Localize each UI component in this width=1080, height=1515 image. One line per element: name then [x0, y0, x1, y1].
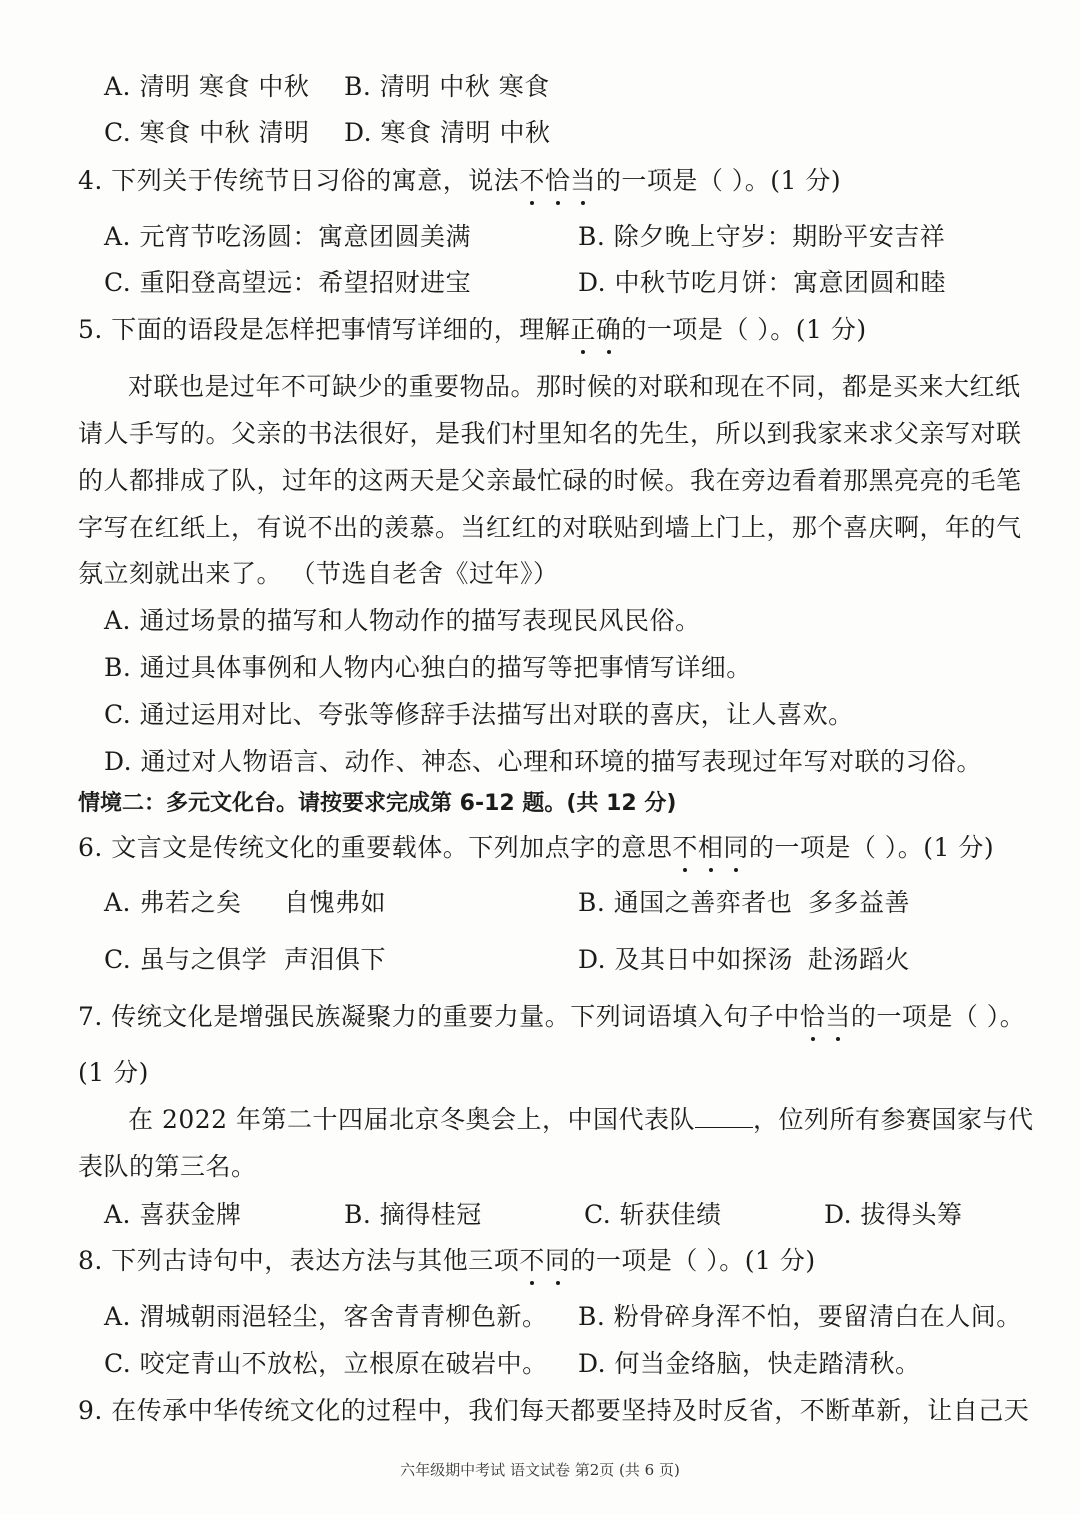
q4-option-a: A. 元宵节吃汤圆：寓意团圆美满	[104, 222, 471, 251]
q8-stem	[78, 1244, 816, 1278]
q4-option-d: D. 中秋节吃月饼：寓意团圆和睦	[578, 268, 947, 297]
dotted-char: 确	[596, 313, 622, 347]
q5-passage-line: 请人手写的。父亲的书法很好，是我们村里知名的先生，所以到我家来求父亲写对联	[78, 419, 1022, 448]
q6-stem-tail: 的一项是（ ）。(1 分)	[748, 833, 995, 862]
dotted-char: 相	[698, 831, 724, 865]
q5-passage-line: 字写在红纸上，有说不出的羡慕。当红红的对联贴到墙上门上，那个喜庆啊，年的气	[78, 513, 1022, 542]
q6-option-b-compare: 多多益善	[808, 888, 911, 917]
q6-option-d: D. 及其日中如探汤	[578, 945, 794, 974]
q5-stem-text: 5. 下面的语段是怎样把事情写详细的，理解	[78, 315, 571, 344]
q4-option-b: B. 除夕晚上守岁：期盼平安吉祥	[578, 222, 946, 251]
q6-option-b: B. 通国之善弈者也	[578, 888, 793, 917]
dotted-char: 正	[570, 313, 596, 347]
q7-sentence-tail: ，位列所有参赛国家与代	[753, 1105, 1034, 1134]
q6-option-a: A. 弗若之矣	[104, 888, 242, 917]
q7-option-c: C. 斩获佳绩	[584, 1200, 722, 1229]
dotted-char: 恰	[800, 1000, 826, 1034]
q4-stem	[78, 164, 841, 198]
q6-option-a-compare: 自愧弗如	[284, 888, 387, 917]
q7-stem	[78, 1000, 1025, 1034]
q7-option-a: A. 喜获金牌	[104, 1200, 242, 1229]
q6-stem-text: 6. 文言文是传统文化的重要载体。下列加点字的意思	[78, 833, 673, 862]
q7-sentence-text: 在 2022 年第二十四届北京冬奥会上，中国代表队	[128, 1105, 696, 1134]
q5-stem-tail: 的一项是（ ）。(1 分)	[621, 315, 867, 344]
q5-passage-line: 氛立刻就出来了。 （节选自老舍《过年》）	[78, 559, 559, 588]
q7-stem-text: 7. 传统文化是增强民族凝聚力的重要力量。下列词语填入句子中	[78, 1002, 800, 1031]
q5-option-d: D. 通过对人物语言、动作、神态、心理和环境的描写表现过年写对联的习俗。	[104, 747, 983, 776]
dotted-char: 同	[723, 831, 749, 865]
q3-option-d: D. 寒食 清明 中秋	[344, 118, 551, 147]
q8-option-c: C. 咬定青山不放松，立根原在破岩中。	[104, 1349, 548, 1378]
q7-sentence-line2: 表队的第三名。	[78, 1152, 257, 1181]
q3-option-a: A. 清明 寒食 中秋	[104, 72, 310, 101]
q7-score: (1 分)	[78, 1058, 149, 1087]
q8-option-d: D. 何当金络脑，快走踏清秋。	[578, 1349, 921, 1378]
dotted-char: 不	[519, 1244, 545, 1278]
q8-stem-text: 8. 下列古诗句中，表达方法与其他三项	[78, 1246, 520, 1275]
q5-stem	[78, 313, 867, 347]
dotted-char: 不	[672, 831, 698, 865]
q5-passage-line: 的人都排成了队，过年的这两天是父亲最忙碌的时候。我在旁边看着那黑亮亮的毛笔	[78, 466, 1022, 495]
q5-option-a: A. 通过场景的描写和人物动作的描写表现民风民俗。	[104, 606, 701, 635]
q6-option-c: C. 虽与之俱学	[104, 945, 268, 974]
q7-option-b: B. 摘得桂冠	[344, 1200, 482, 1229]
q7-sentence-line	[128, 1103, 1034, 1137]
q4-option-c: C. 重阳登高望远：希望招财进宝	[104, 268, 472, 297]
dotted-char: 恰	[545, 164, 571, 198]
section-heading: 情境二：多元文化台。请按要求完成第 6-12 题。(共 12 分)	[78, 791, 677, 816]
q8-option-b: B. 粉骨碎身浑不怕，要留清白在人间。	[578, 1302, 1022, 1331]
q7-option-d: D. 拔得头筹	[824, 1200, 963, 1229]
dotted-char: 当	[825, 1000, 851, 1034]
answer-blank[interactable]	[695, 1107, 753, 1128]
q6-option-c-compare: 声泪俱下	[284, 945, 387, 974]
q8-option-a: A. 渭城朝雨浥轻尘，客舍青青柳色新。	[104, 1302, 548, 1331]
q5-option-b: B. 通过具体事例和人物内心独白的描写等把事情写详细。	[104, 653, 752, 682]
q7-stem-tail: 的一项是（ ）。	[850, 1002, 1026, 1031]
dotted-char: 不	[519, 164, 545, 198]
dotted-char: 当	[570, 164, 596, 198]
q9-stem: 9. 在传承中华传统文化的过程中，我们每天都要坚持及时反省，不断革新，让自己天	[78, 1396, 1030, 1425]
page-footer: 六年级期中考试 语文试卷 第2页 (共 6 页)	[400, 1461, 680, 1479]
q5-option-c: C. 通过运用对比、夸张等修辞手法描写出对联的喜庆，让人喜欢。	[104, 700, 854, 729]
dotted-char: 同	[545, 1244, 571, 1278]
q3-option-c: C. 寒食 中秋 清明	[104, 118, 310, 147]
q4-stem-tail: 的一项是（ ）。(1 分)	[595, 166, 842, 195]
q4-stem-text: 4. 下列关于传统节日习俗的寓意，说法	[78, 166, 520, 195]
q8-stem-tail: 的一项是（ ）。(1 分)	[570, 1246, 816, 1275]
q6-option-d-compare: 赴汤蹈火	[808, 945, 911, 974]
q3-option-b: B. 清明 中秋 寒食	[344, 72, 550, 101]
q5-passage-line: 对联也是过年不可缺少的重要物品。那时候的对联和现在不同，都是买来大红纸	[128, 372, 1021, 401]
q6-stem	[78, 831, 994, 865]
